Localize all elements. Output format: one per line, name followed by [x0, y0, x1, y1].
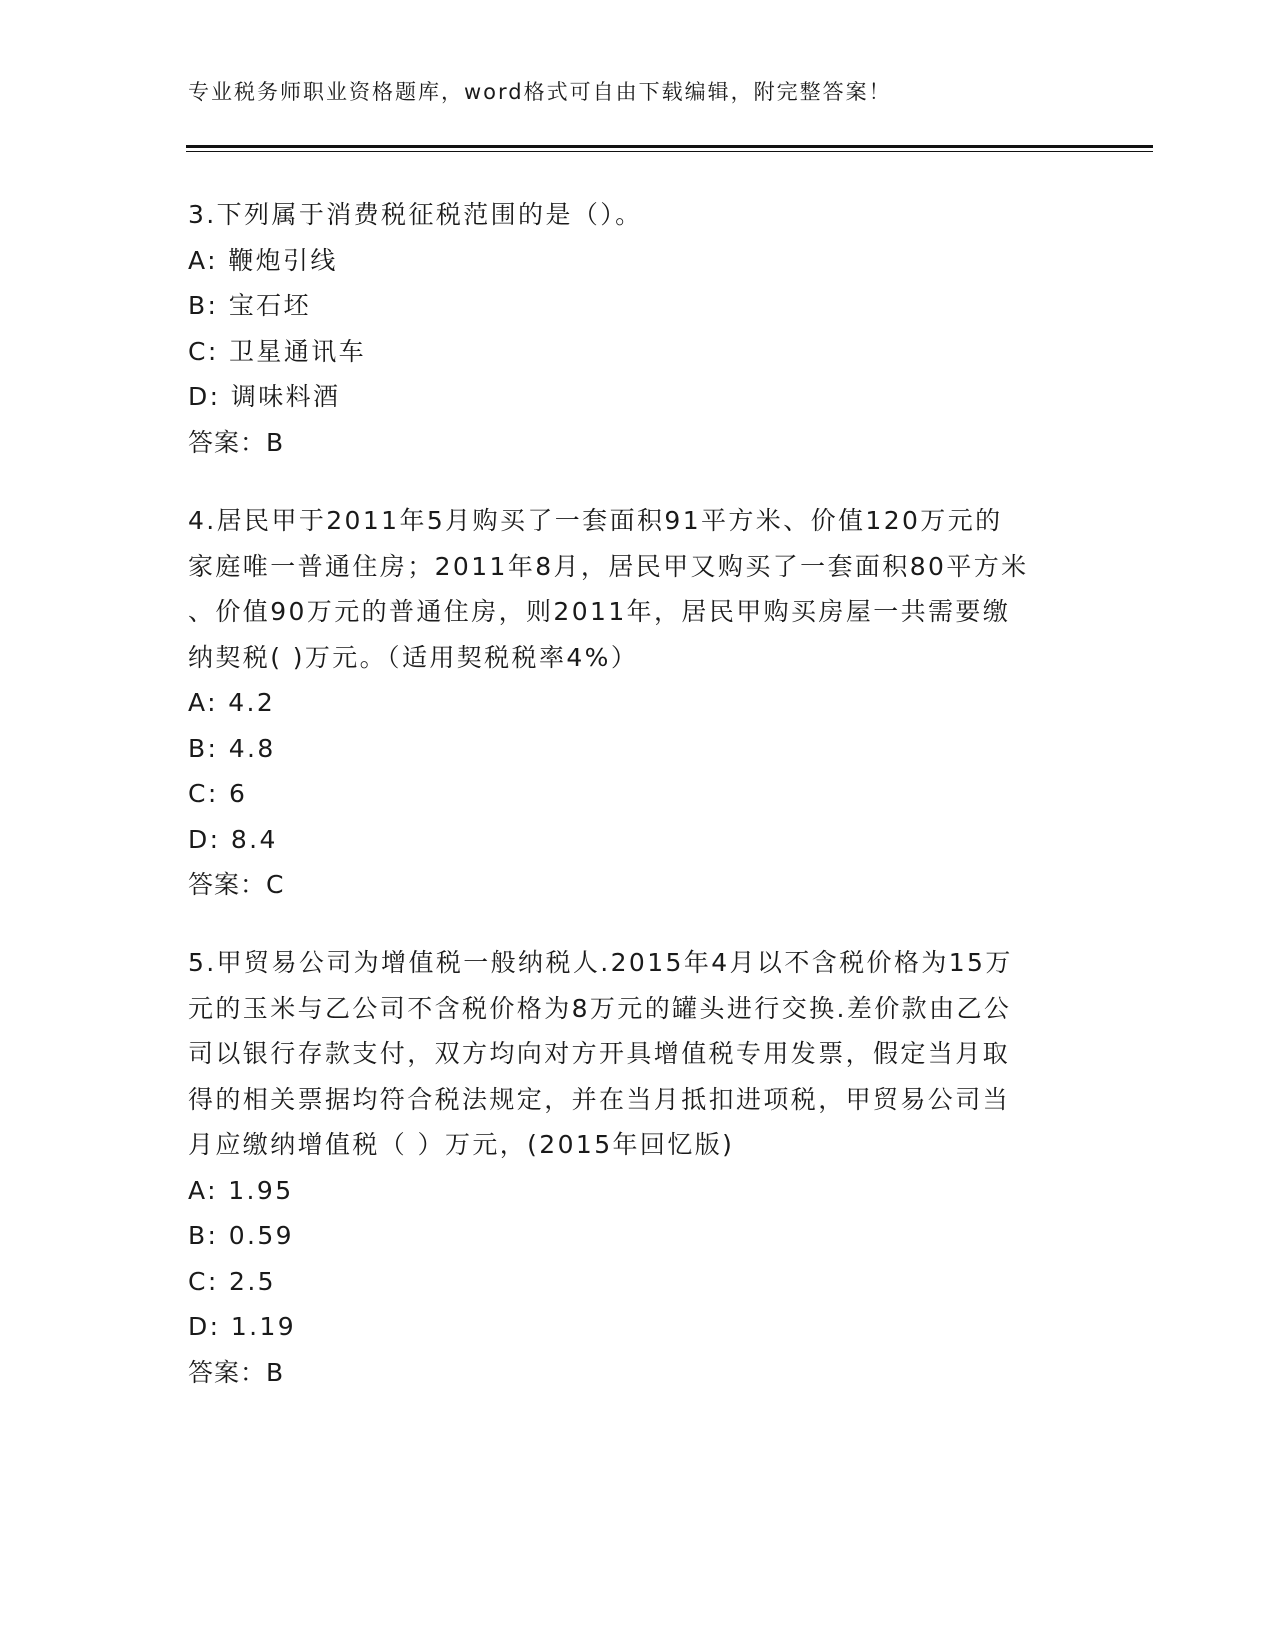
- stem-line: 月应缴纳增值税（ ）万元，(2015年回忆版): [188, 1130, 735, 1159]
- option-c: C: 6: [188, 779, 248, 808]
- option-c: C: 卫星通讯车: [188, 336, 367, 366]
- option-d: D: 1.19: [188, 1312, 297, 1341]
- option-b: B: 0.59: [188, 1221, 294, 1250]
- option-d: D: 调味料酒: [188, 382, 341, 411]
- answer: 答案：B: [188, 427, 285, 457]
- stem-line: 、价值90万元的普通住房，则2011年，居民甲购买房屋一共需要缴: [188, 597, 1011, 626]
- stem-line: 得的相关票据均符合税法规定，并在当月抵扣进项税，甲贸易公司当: [188, 1084, 1011, 1114]
- stem-line: 纳契税( )万元。（适用契税税率4%）: [188, 642, 639, 672]
- option-a: A: 1.95: [188, 1175, 294, 1205]
- stem-line: 5.甲贸易公司为增值税一般纳税人.2015年4月以不含税价格为15万: [188, 948, 1013, 977]
- header-rule-thick: [186, 145, 1153, 148]
- option-d: D: 8.4: [188, 824, 278, 854]
- question-5: [188, 940, 1088, 1395]
- stem-line: 家庭唯一普通住房；2011年8月，居民甲又购买了一套面积80平方米: [188, 551, 1029, 581]
- option-c: C: 2.5: [188, 1266, 276, 1296]
- question-stem: [188, 940, 1088, 1168]
- option-b: B: 4.8: [188, 733, 276, 763]
- question-3: [188, 192, 1088, 465]
- question-stem: [188, 192, 1088, 238]
- answer: 答案：C: [188, 870, 285, 899]
- answer: 答案：B: [188, 1357, 285, 1387]
- option-b: B: 宝石坯: [188, 291, 311, 320]
- stem-line: 元的玉米与乙公司不含税价格为8万元的罐头进行交换.差价款由乙公: [188, 993, 1012, 1023]
- stem-line: 3.下列属于消费税征税范围的是（）。: [188, 200, 643, 229]
- stem-line: 4.居民甲于2011年5月购买了一套面积91平方米、价值120万元的: [188, 506, 1003, 535]
- stem-line: 司以银行存款支付，双方均向对方开具增值税专用发票，假定当月取: [188, 1039, 1011, 1068]
- option-a: A: 鞭炮引线: [188, 245, 338, 275]
- question-4: [188, 498, 1088, 908]
- header-rule-thin: [186, 151, 1153, 152]
- page-header: 专业税务师职业资格题库，word格式可自由下载编辑，附完整答案！: [188, 80, 892, 104]
- question-stem: [188, 498, 1088, 680]
- option-a: A: 4.2: [188, 688, 276, 717]
